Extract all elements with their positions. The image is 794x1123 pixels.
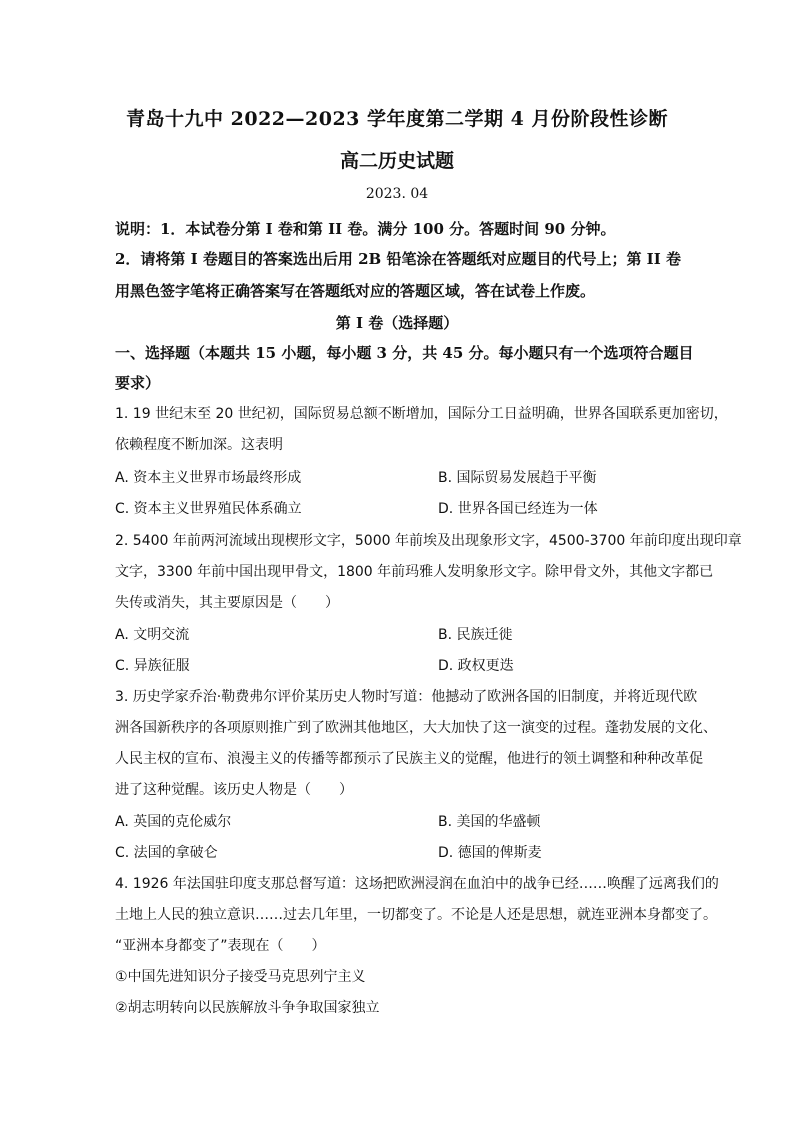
question-3-option-a: A. 英国的克伦威尔: [115, 814, 232, 830]
question-1-line-1: 1. 19 世纪末至 20 世纪初，国际贸易总额不断增加，国际分工日益明确，世界各国联系更加密切，: [115, 406, 728, 422]
question-1-option-b: B. 国际贸易发展趋于平衡: [438, 470, 597, 486]
question-4-line-1: 4. 1926 年法国驻印度支那总督写道：这场把欧洲浸润在血泊中的战争已经……唤醒了远离我们的: [115, 876, 719, 892]
question-2-option-a: A. 文明交流: [115, 627, 190, 643]
question-4-item-2: ②胡志明转向以民族解放斗争争取国家独立: [115, 1000, 380, 1016]
instructions-line-1: 说明：1．本试卷分第 I 卷和第 II 卷。满分 100 分。答题时间 90 分钟。: [115, 220, 616, 238]
section-title: 第 I 卷（选择题）: [335, 314, 459, 332]
question-3-line-3: 人民主权的宣布、浪漫主义的传播等都预示了民族主义的觉醒，他进行的领土调整和种种改革促: [115, 751, 703, 767]
question-4-line-3: “亚洲本身都变了”表现在（ ）: [115, 938, 326, 954]
question-2-option-b: B. 民族迁徙: [438, 627, 513, 643]
section-heading-line-2: 要求）: [115, 374, 161, 392]
exam-title: 青岛十九中 2022—2023 学年度第二学期 4 月份阶段性诊断: [126, 108, 668, 130]
exam-date: 2023. 04: [365, 186, 429, 202]
question-3-line-4: 进了这种觉醒。该历史人物是（ ）: [115, 782, 353, 798]
question-3-option-c: C. 法国的拿破仑: [115, 845, 218, 861]
instructions-line-3: 用黑色签字笔将正确答案写在答题纸对应的答题区域，答在试卷上作废。: [115, 282, 596, 300]
question-1-line-2: 依赖程度不断加深。这表明: [115, 437, 283, 453]
question-3-line-2: 洲各国新秩序的各项原则推广到了欧洲其他地区，大大加快了这一演变的过程。蓬勃发展的文化、: [115, 720, 717, 736]
question-2-line-1: 2. 5400 年前两河流域出现楔形文字，5000 年前埃及出现象形文字，4500-3700 年前印度出现印章: [115, 533, 742, 549]
question-1-option-d: D. 世界各国已经连为一体: [438, 501, 598, 517]
section-heading-line-1: 一、选择题（本题共 15 小题，每小题 3 分，共 45 分。每小题只有一个选项符合题目: [115, 344, 694, 362]
question-3-option-d: D. 德国的俾斯麦: [438, 845, 542, 861]
question-1-option-c: C. 资本主义世界殖民体系确立: [115, 501, 302, 517]
question-2-line-3: 失传或消失，其主要原因是（ ）: [115, 595, 339, 611]
question-2-option-c: C. 异族征服: [115, 658, 190, 674]
question-2-line-2: 文字，3300 年前中国出现甲骨文，1800 年前玛雅人发明象形文字。除甲骨文外，其他文字都已: [115, 564, 714, 580]
exam-subtitle: 高二历史试题: [339, 150, 454, 172]
question-3-option-b: B. 美国的华盛顿: [438, 814, 541, 830]
question-1-option-a: A. 资本主义世界市场最终形成: [115, 470, 302, 486]
question-2-option-d: D. 政权更迭: [438, 658, 514, 674]
question-4-line-2: 土地上人民的独立意识……过去几年里，一切都变了。不论是人还是思想，就连亚洲本身都变了。: [115, 907, 717, 923]
instructions-line-2: 2．请将第 I 卷题目的答案选出后用 2B 铅笔涂在答题纸对应题目的代号上；第 II 卷: [115, 250, 681, 268]
question-4-item-1: ①中国先进知识分子接受马克思列宁主义: [115, 969, 366, 985]
question-3-line-1: 3. 历史学家乔治·勒费弗尔评价某历史人物时写道：他撼动了欧洲各国的旧制度，并将近现代欧: [115, 689, 698, 705]
